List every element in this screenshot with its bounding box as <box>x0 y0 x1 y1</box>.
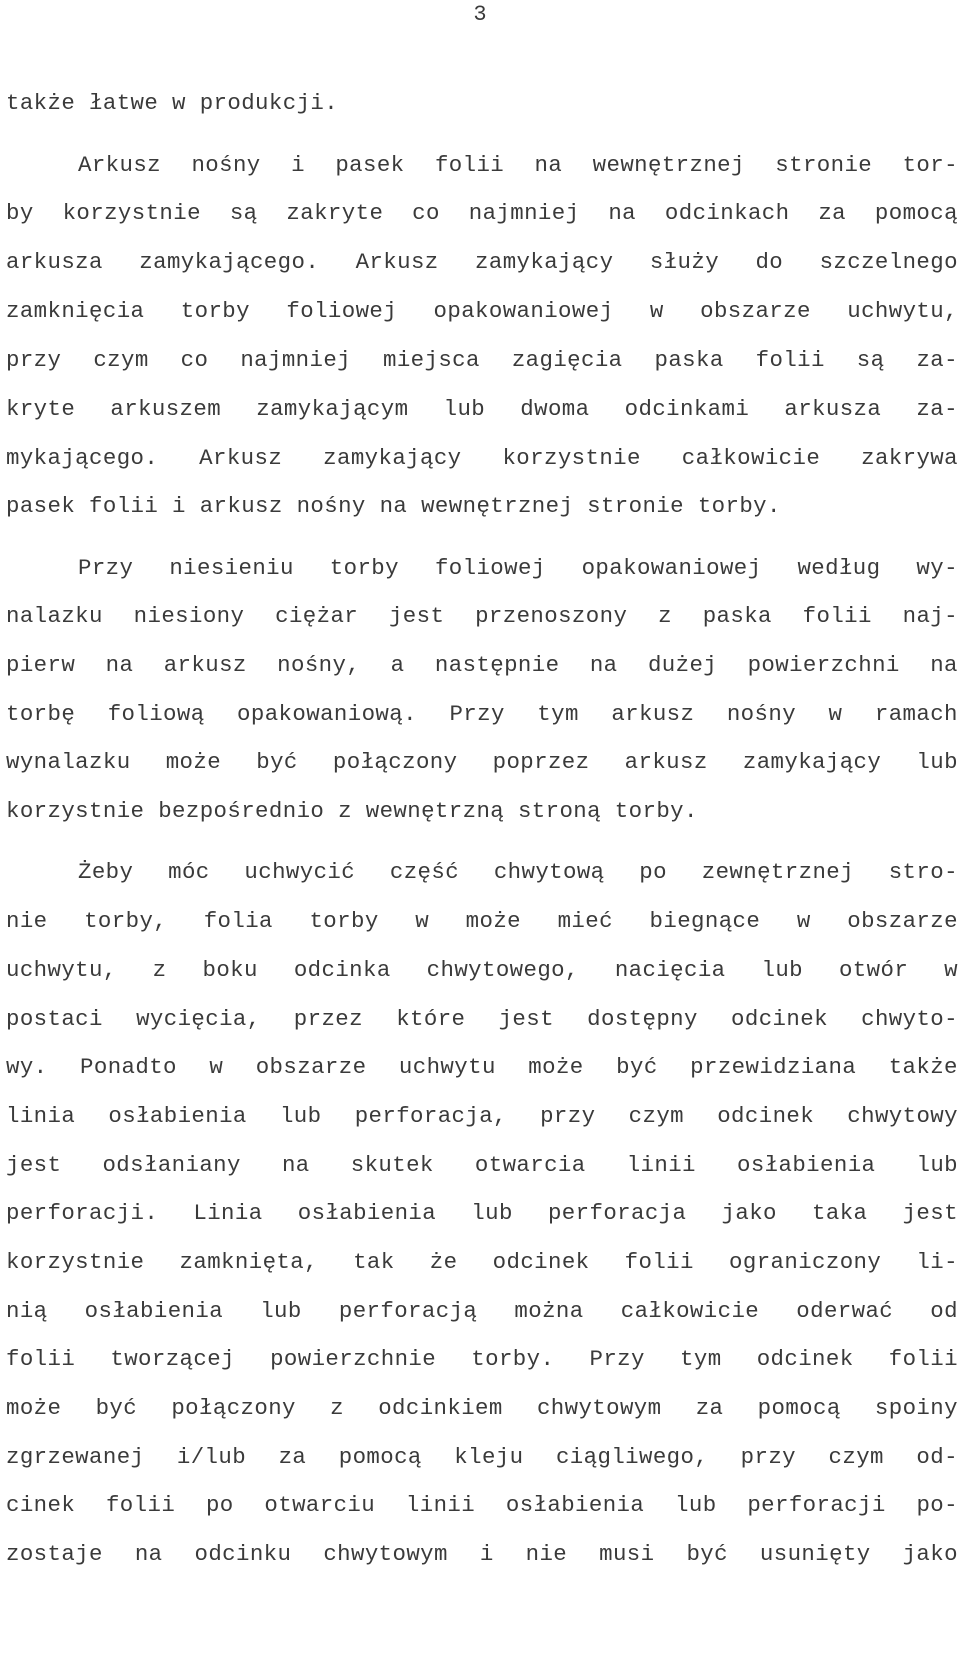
word: folia <box>203 908 273 934</box>
word: całkowicie <box>681 445 821 471</box>
word: przy <box>540 1103 596 1129</box>
text-line <box>6 906 958 936</box>
word: niesieniu <box>169 555 294 581</box>
word: nią <box>6 1298 48 1324</box>
text-line <box>6 443 958 473</box>
word: torby <box>329 555 399 581</box>
word: odcinek <box>492 1249 590 1275</box>
word: nośny, <box>277 652 361 678</box>
word: jest <box>388 603 445 629</box>
word: nośny <box>191 152 261 178</box>
word: pomocą <box>757 1395 841 1421</box>
word: jako <box>721 1200 777 1226</box>
word: Arkusz <box>199 445 283 471</box>
word: linii <box>626 1152 696 1178</box>
word: służy <box>649 249 720 275</box>
word: nalazku <box>6 603 103 629</box>
text-line <box>6 1539 958 1569</box>
word: naj- <box>902 603 958 629</box>
word: w <box>649 298 664 324</box>
word: perforacji. <box>6 1200 159 1226</box>
word: opakowaniowej <box>433 298 614 324</box>
text-line <box>6 1344 958 1374</box>
word: odsłaniany <box>102 1152 241 1178</box>
text-line <box>6 1052 958 1082</box>
word: arkusza <box>6 249 103 275</box>
word: być <box>616 1054 658 1080</box>
word: torbę <box>6 701 76 727</box>
word: a <box>390 652 405 678</box>
word: nacięcia <box>614 957 726 983</box>
word: korzystnie <box>6 1249 145 1275</box>
word: otwór <box>838 957 909 983</box>
word: obszarze <box>700 298 811 324</box>
word: perforacja, <box>354 1103 507 1129</box>
word: na <box>105 652 134 678</box>
word: odcinkami <box>624 396 750 422</box>
word: poprzez <box>492 749 590 775</box>
word: arkusza <box>784 396 882 422</box>
word: pierw <box>6 652 76 678</box>
page-number: 3 <box>473 2 487 27</box>
word: do <box>755 249 784 275</box>
text-line <box>6 247 958 277</box>
word: stronie <box>775 152 873 178</box>
word: w <box>415 908 430 934</box>
word: odcinka <box>293 957 391 983</box>
word: chwytowy <box>847 1103 958 1129</box>
word: korzystnie <box>62 200 201 226</box>
word: niesiony <box>133 603 245 629</box>
word: osłabienia <box>84 1298 224 1324</box>
word: zamykającym <box>256 396 409 422</box>
word: odcinkach <box>664 200 790 226</box>
word: ciągliwego, <box>555 1444 709 1470</box>
word: spoiny <box>874 1395 958 1421</box>
text-line <box>6 394 958 424</box>
word: ciężar <box>275 603 359 629</box>
word: korzystnie <box>502 445 641 471</box>
word: oderwać <box>796 1298 894 1324</box>
word: tym <box>537 701 579 727</box>
word: miejsca <box>382 347 480 373</box>
word: Żeby <box>78 859 134 885</box>
word: od <box>930 1298 958 1324</box>
word: mykającego. <box>6 445 159 471</box>
word: odcinek <box>717 1103 815 1129</box>
word: boku <box>202 957 258 983</box>
word: paska <box>702 603 772 629</box>
word: Arkusz <box>355 249 439 275</box>
word: według <box>797 555 881 581</box>
word: móc <box>168 859 210 885</box>
word: z <box>658 603 672 629</box>
word: na <box>589 652 618 678</box>
word: ramach <box>874 701 958 727</box>
text-line <box>6 1393 958 1423</box>
word: perforacja <box>547 1200 687 1226</box>
word: zamknięta, <box>179 1249 318 1275</box>
word: nie <box>525 1541 568 1567</box>
text-line: pasek folii i arkusz nośny na wewnętrznej stronie torby. <box>6 493 781 519</box>
text-line <box>6 1247 958 1277</box>
word: perforacją <box>338 1298 478 1324</box>
word: lub <box>916 749 958 775</box>
word: ograniczony <box>729 1249 882 1275</box>
word: po <box>205 1492 234 1518</box>
word: połączony <box>332 749 458 775</box>
word: li- <box>916 1249 958 1275</box>
word: folii <box>888 1346 958 1372</box>
word: odcinek <box>731 1006 828 1032</box>
text-line: korzystnie bezpośrednio z wewnętrzną stroną torby. <box>6 798 698 824</box>
word: w <box>944 957 958 983</box>
word: przy <box>6 347 62 373</box>
word: być <box>256 749 298 775</box>
word: i <box>479 1541 494 1567</box>
word: cinek <box>6 1492 76 1518</box>
word: chwytowym <box>323 1541 448 1567</box>
word: lub <box>260 1298 302 1324</box>
word: wy. <box>6 1054 48 1080</box>
word: pasek <box>335 152 405 178</box>
word: następnie <box>434 652 560 678</box>
word: torby. <box>471 1346 555 1372</box>
word: torby, <box>84 908 168 934</box>
word: wy- <box>916 555 958 581</box>
word: osłabienia <box>297 1200 437 1226</box>
word: taka <box>812 1200 868 1226</box>
text-line <box>6 150 958 180</box>
word: na <box>608 200 637 226</box>
text-line <box>6 1442 958 1472</box>
text-line <box>6 1198 958 1228</box>
word: które <box>396 1006 466 1032</box>
text-line <box>6 650 958 680</box>
word: arkusz <box>163 652 247 678</box>
word: być <box>686 1541 728 1567</box>
word: opakowaniowej <box>581 555 762 581</box>
word: osłabienia <box>737 1152 876 1178</box>
word: odcinkiem <box>378 1395 503 1421</box>
word: tworzącej <box>110 1346 235 1372</box>
word: dostępny <box>587 1006 698 1032</box>
word: zamykający <box>323 445 462 471</box>
word: linii <box>405 1492 476 1518</box>
word: jest <box>498 1006 554 1032</box>
word: powierzchni <box>747 652 900 678</box>
word: zamykający <box>475 249 614 275</box>
word: lub <box>675 1492 717 1518</box>
word: odcinku <box>194 1541 292 1567</box>
word: od- <box>916 1444 958 1470</box>
word: biegnące <box>649 908 761 934</box>
word: tak <box>353 1249 395 1275</box>
word: i <box>291 152 305 178</box>
word: chwytowym <box>536 1395 662 1421</box>
word: kryte <box>6 396 76 422</box>
word: czym <box>93 347 149 373</box>
word: tor- <box>902 152 958 178</box>
word: część <box>389 859 460 885</box>
word: wycięcia, <box>136 1006 261 1032</box>
word: po <box>639 859 667 885</box>
word: torby <box>309 908 379 934</box>
word: zostaje <box>6 1541 103 1567</box>
word: przewidziana <box>690 1054 857 1080</box>
word: za- <box>916 396 958 422</box>
text-line <box>6 1296 958 1326</box>
word: z <box>330 1395 344 1421</box>
word: chwytowego, <box>426 957 579 983</box>
word: arkusz <box>624 749 708 775</box>
word: otwarciu <box>264 1492 376 1518</box>
word: postaci <box>6 1006 103 1032</box>
text-line <box>6 857 958 887</box>
text-line: także łatwe w produkcji. <box>6 90 339 116</box>
word: stro- <box>888 859 958 885</box>
word: skutek <box>350 1152 434 1178</box>
word: jest <box>6 1152 62 1178</box>
text-line <box>6 699 958 729</box>
word: czym <box>828 1444 884 1470</box>
word: czym <box>628 1103 685 1129</box>
word: tym <box>680 1346 722 1372</box>
word: że <box>429 1249 458 1275</box>
word: można <box>514 1298 584 1324</box>
word: arkusz <box>611 701 695 727</box>
word: obszarze <box>255 1054 367 1080</box>
word: uchwycić <box>244 859 356 885</box>
text-line <box>6 601 958 631</box>
word: za <box>278 1444 307 1470</box>
word: lub <box>761 957 803 983</box>
word: w <box>796 908 811 934</box>
word: nie <box>6 908 48 934</box>
word: jako <box>902 1541 958 1567</box>
word: lub <box>471 1200 513 1226</box>
word: na <box>534 152 563 178</box>
word: w <box>828 701 843 727</box>
word: być <box>95 1395 138 1421</box>
word: za- <box>916 347 958 373</box>
word: uchwytu <box>398 1054 496 1080</box>
word: Przy <box>78 555 134 581</box>
word: folii <box>755 347 825 373</box>
word: uchwytu, <box>847 298 958 324</box>
word: przy <box>740 1444 797 1470</box>
word: obszarze <box>847 908 958 934</box>
word: arkuszem <box>110 396 222 422</box>
word: co <box>180 347 209 373</box>
word: Przy <box>449 701 505 727</box>
word: po- <box>916 1492 958 1518</box>
word: pomocą <box>338 1444 422 1470</box>
word: zamykający <box>742 749 882 775</box>
text-line <box>6 553 958 583</box>
word: co <box>412 200 440 226</box>
word: chwytową <box>493 859 605 885</box>
word: kleju <box>454 1444 524 1470</box>
word: linia <box>6 1103 76 1129</box>
word: na <box>281 1152 310 1178</box>
word: najmniej <box>240 347 352 373</box>
word: lub <box>916 1152 958 1178</box>
word: musi <box>599 1541 655 1567</box>
word: uchwytu, <box>6 957 117 983</box>
text-line <box>6 955 958 985</box>
word: wewnętrznej <box>592 152 745 178</box>
word: i/lub <box>176 1444 247 1470</box>
word: zgrzewanej <box>6 1444 145 1470</box>
word: za <box>695 1395 724 1421</box>
word: osłabienia <box>505 1492 645 1518</box>
word: folii <box>434 152 505 178</box>
word: najmniej <box>468 200 580 226</box>
word: usunięty <box>759 1541 871 1567</box>
word: zewnętrznej <box>701 859 854 885</box>
word: folii <box>802 603 872 629</box>
word: foliowej <box>286 298 398 324</box>
word: Arkusz <box>78 152 162 178</box>
word: lub <box>279 1103 322 1129</box>
word: także <box>888 1054 958 1080</box>
word: może <box>6 1395 62 1421</box>
word: jest <box>902 1200 958 1226</box>
word: zagięcia <box>511 347 623 373</box>
word: Linia <box>193 1200 263 1226</box>
word: Przy <box>589 1346 645 1372</box>
text-line <box>6 296 958 326</box>
text-line <box>6 198 958 228</box>
word: foliową <box>107 701 205 727</box>
word: dwoma <box>520 396 590 422</box>
word: są <box>856 347 885 373</box>
word: nośny <box>726 701 797 727</box>
word: może <box>465 908 522 934</box>
word: Ponadto <box>80 1054 177 1080</box>
text-line <box>6 345 958 375</box>
word: zakryte <box>286 200 384 226</box>
word: przez <box>293 1006 363 1032</box>
word: torby <box>180 298 250 324</box>
word: na <box>134 1541 163 1567</box>
word: chwyto- <box>861 1006 958 1032</box>
word: otwarcia <box>474 1152 586 1178</box>
word: za <box>818 200 847 226</box>
word: zamykającego. <box>139 249 320 275</box>
word: odcinek <box>756 1346 854 1372</box>
word: foliowej <box>434 555 546 581</box>
word: paska <box>654 347 724 373</box>
word: mieć <box>557 908 613 934</box>
word: przenoszony <box>475 603 628 629</box>
word: perforacji <box>747 1492 886 1518</box>
word: na <box>930 652 958 678</box>
word: zamknięcia <box>6 298 145 324</box>
word: połączony <box>171 1395 296 1421</box>
word: osłabienia <box>108 1103 247 1129</box>
word: folii <box>624 1249 694 1275</box>
word: by <box>6 200 34 226</box>
word: pomocą <box>874 200 958 226</box>
word: szczelnego <box>819 249 958 275</box>
word: są <box>229 200 258 226</box>
word: może <box>528 1054 584 1080</box>
text-line <box>6 1101 958 1131</box>
word: z <box>152 957 167 983</box>
word: wynalazku <box>6 749 131 775</box>
text-line <box>6 1004 958 1034</box>
word: zakrywa <box>861 445 958 471</box>
text-line <box>6 747 958 777</box>
word: powierzchnie <box>270 1346 437 1372</box>
word: w <box>209 1054 224 1080</box>
word: lub <box>443 396 486 422</box>
word: całkowicie <box>620 1298 760 1324</box>
word: folii <box>105 1492 176 1518</box>
word: opakowaniową. <box>237 701 417 727</box>
word: dużej <box>647 652 718 678</box>
text-line <box>6 1150 958 1180</box>
word: folii <box>6 1346 76 1372</box>
word: może <box>165 749 222 775</box>
text-line <box>6 1490 958 1520</box>
